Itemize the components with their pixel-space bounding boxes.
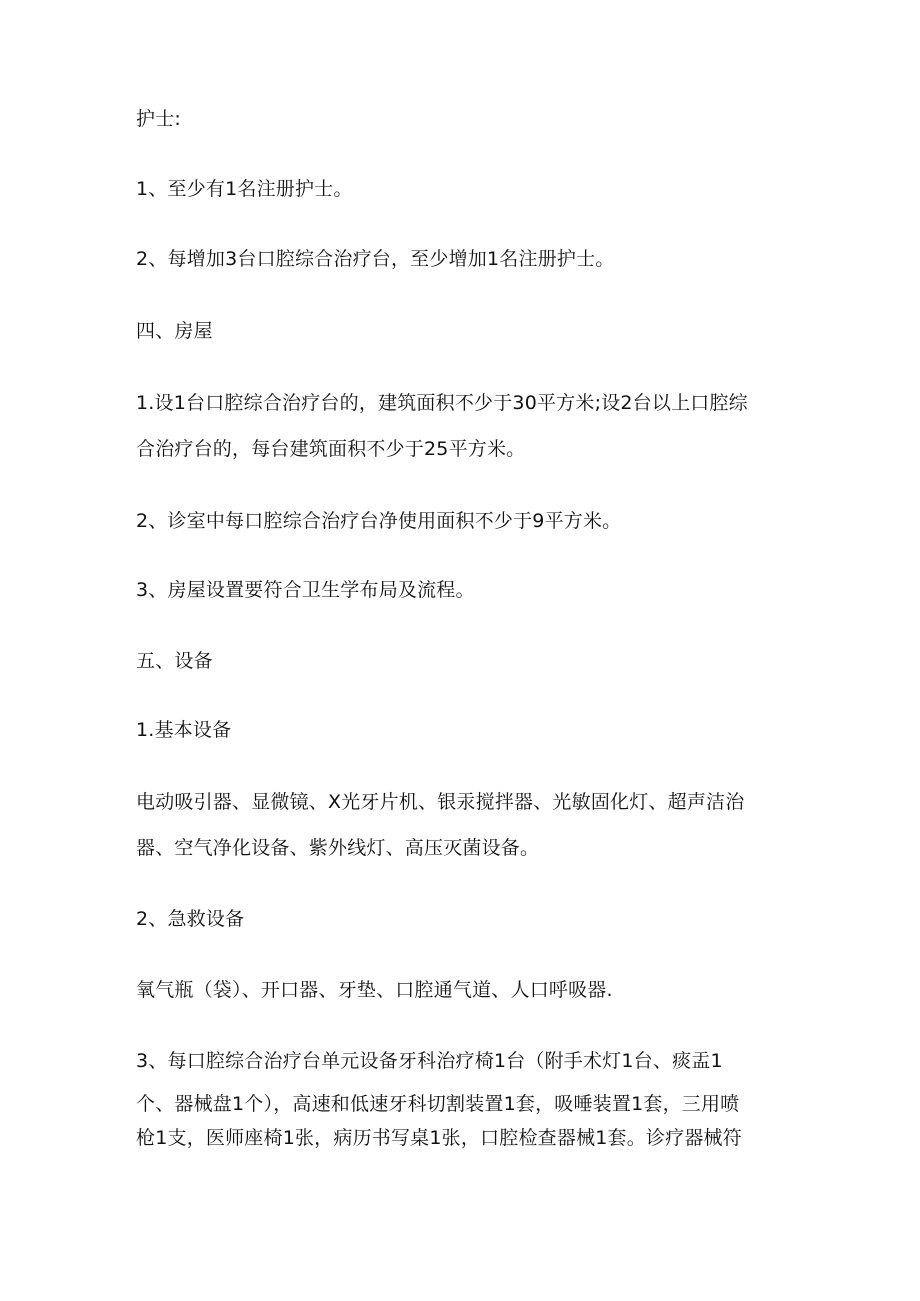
emergency-equipment-heading: 2、急救设备 xyxy=(136,908,245,930)
housing-item-2: 2、诊室中每口腔综合治疗台净使用面积不少于9平方米。 xyxy=(136,510,622,532)
emergency-equipment-line: 氧气瓶（袋）、开口器、牙垫、口腔通气道、人口呼吸器. xyxy=(136,979,613,1001)
basic-equipment-line-2: 器、空气净化设备、紫外线灯、高压灭菌设备。 xyxy=(136,837,540,859)
basic-equipment-heading: 1.基本设备 xyxy=(136,719,232,741)
section-5-heading: 五、设备 xyxy=(136,650,213,672)
nurse-item-2: 2、每增加3台口腔综合治疗台，至少增加1名注册护士。 xyxy=(136,248,615,270)
basic-equipment-line-1: 电动吸引器、显微镜、X光牙片机、银汞搅拌器、光敏固化灯、超声洁治 xyxy=(136,791,745,813)
unit-equipment-line-3: 枪1支，医师座椅1张，病历书写桌1张，口腔检查器械1套。诊疗器械符 xyxy=(136,1127,742,1149)
unit-equipment-line-2: 个、器械盘1个），高速和低速牙科切割装置1套，吸唾装置1套，三用喷 xyxy=(136,1093,740,1115)
nurse-item-1: 1、至少有1名注册护士。 xyxy=(136,178,353,200)
nurse-heading: 护士: xyxy=(136,108,182,130)
housing-item-1-line-2: 合治疗台的，每台建筑面积不少于25平方米。 xyxy=(136,438,526,460)
unit-equipment-line-1: 3、每口腔综合治疗台单元设备牙科治疗椅1台（附手术灯1台、痰盂1 xyxy=(136,1050,723,1072)
section-4-heading: 四、房屋 xyxy=(136,320,213,342)
housing-item-3: 3、房屋设置要符合卫生学布局及流程。 xyxy=(136,579,475,601)
housing-item-1-line-1: 1.设1台口腔综合治疗台的，建筑面积不少于30平方米;设2台以上口腔综 xyxy=(136,392,748,414)
